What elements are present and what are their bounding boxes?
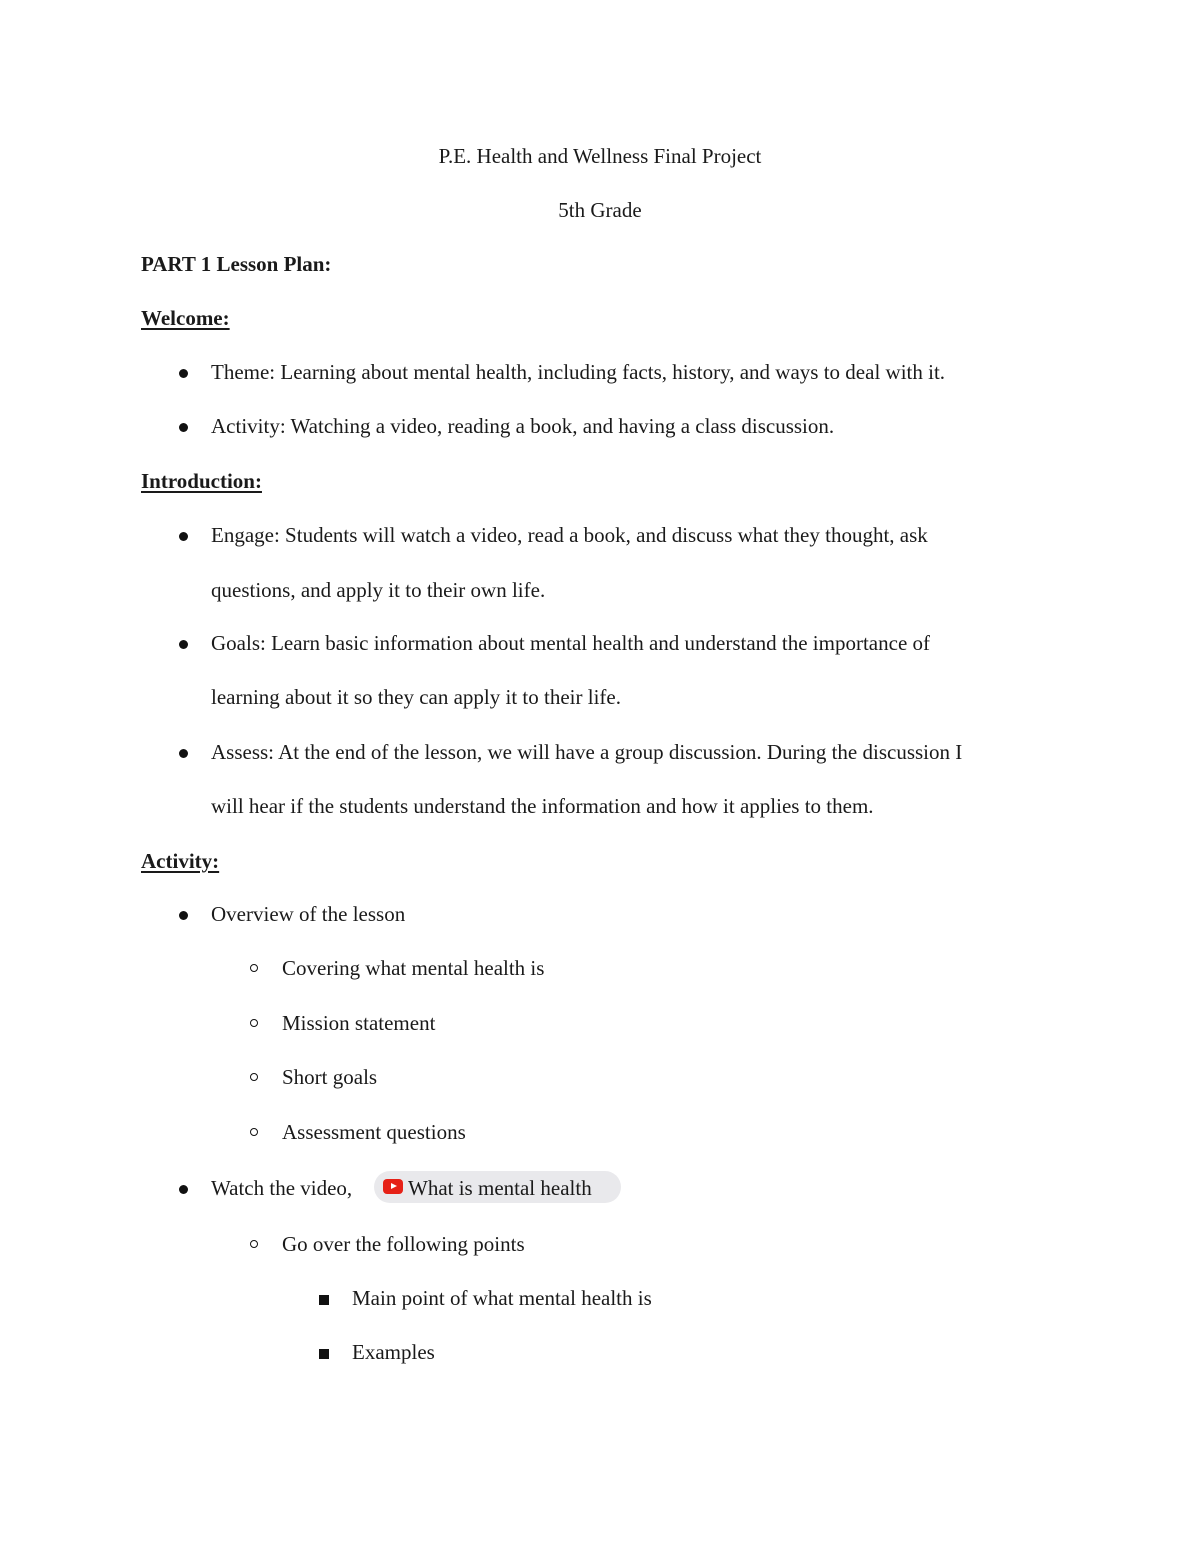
bullet-circle-icon — [250, 1240, 258, 1248]
point-item: Main point of what mental health is — [352, 1286, 652, 1310]
overview-item: Mission statement — [282, 1011, 436, 1035]
intro-item-engage-cont: questions, and apply it to their own life. — [211, 578, 546, 602]
bullet-disc-icon — [179, 640, 188, 649]
intro-item-goals-cont: learning about it so they can apply it to their life. — [211, 685, 621, 709]
introduction-heading: Introduction: — [141, 469, 262, 493]
overview-item: Assessment questions — [282, 1120, 466, 1144]
document-title: P.E. Health and Wellness Final Project — [438, 144, 762, 168]
activity-heading: Activity: — [141, 849, 220, 873]
point-item: Examples — [352, 1340, 435, 1364]
part-heading: PART 1 Lesson Plan: — [141, 252, 332, 276]
video-link-label: What is mental health — [408, 1176, 592, 1200]
bullet-disc-icon — [179, 749, 188, 758]
intro-item-assess: Assess: At the end of the lesson, we will have a group discussion. During the discussion I — [211, 740, 963, 764]
video-link-chip[interactable] — [374, 1171, 621, 1203]
intro-item-assess-cont: will hear if the students understand the information and how it applies to them. — [211, 794, 874, 818]
overview-item: Short goals — [282, 1065, 378, 1089]
bullet-circle-icon — [250, 1073, 258, 1081]
bullet-disc-icon — [179, 423, 188, 432]
bullet-disc-icon — [179, 1185, 188, 1194]
bullet-circle-icon — [250, 1019, 258, 1027]
welcome-item-activity: Activity: Watching a video, reading a book, and having a class discussion. — [211, 414, 835, 438]
intro-item-goals: Goals: Learn basic information about mental health and understand the importance of — [211, 631, 931, 655]
watch-video-label: Watch the video, — [211, 1176, 353, 1200]
overview-item: Covering what mental health is — [282, 956, 545, 980]
welcome-heading: Welcome: — [141, 306, 230, 330]
bullet-disc-icon — [179, 532, 188, 541]
welcome-item-theme: Theme: Learning about mental health, including facts, history, and ways to deal with it. — [211, 360, 946, 384]
bullet-circle-icon — [250, 1128, 258, 1136]
intro-item-engage: Engage: Students will watch a video, read a book, and discuss what they thought, ask — [211, 523, 928, 547]
go-over-label: Go over the following points — [282, 1232, 525, 1256]
bullet-disc-icon — [179, 911, 188, 920]
bullet-square-icon — [319, 1349, 329, 1359]
bullet-square-icon — [319, 1295, 329, 1305]
activity-overview: Overview of the lesson — [211, 902, 406, 926]
bullet-disc-icon — [179, 369, 188, 378]
bullet-circle-icon — [250, 964, 258, 972]
grade-label: 5th Grade — [558, 198, 642, 222]
youtube-icon — [383, 1179, 403, 1194]
